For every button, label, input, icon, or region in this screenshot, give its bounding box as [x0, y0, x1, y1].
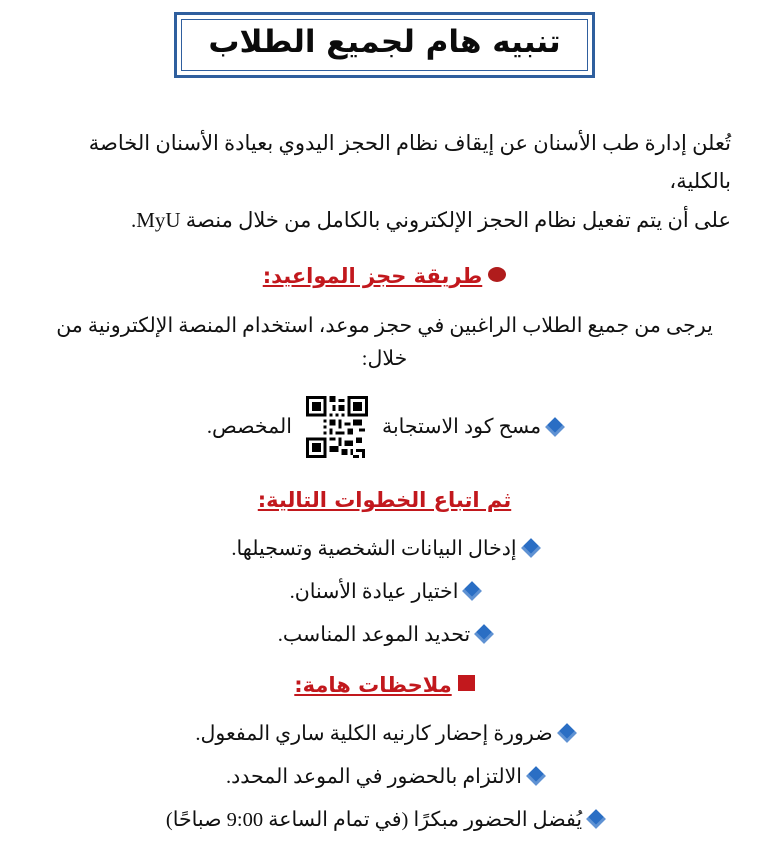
- diamond-bullet-icon: [545, 417, 565, 437]
- intro-line-1: تُعلن إدارة طب الأسنان عن إيقاف نظام الحجز اليدوي بعيادة الأسنان الخاصة بالكلية،: [88, 130, 731, 194]
- booking-intro-text: يرجى من جميع الطلاب الراغبين في حجز موعد، استخدام المنصة الإلكترونية من خلال:: [56, 315, 713, 370]
- section-heading-steps-text: ثم اتباع الخطوات التالية:: [257, 487, 512, 512]
- step-3-text: تحديد الموعد المناسب.: [277, 623, 471, 646]
- intro-line-2: على أن يتم تفعيل نظام الحجز الإلكتروني بالكامل من خلال منصة MyU.: [130, 208, 731, 233]
- step-2-text: اختيار عيادة الأسنان.: [289, 580, 459, 603]
- diamond-bullet-icon: [463, 581, 483, 601]
- page-title: تنبيه هام لجميع الطلاب: [208, 24, 561, 60]
- diamond-bullet-icon: [474, 624, 494, 644]
- note-3-text: يُفضل الحضور مبكرًا (في تمام الساعة 9:00 صباحًا): [165, 808, 583, 831]
- section-heading-notes: [30, 673, 739, 697]
- list-item: [30, 579, 739, 604]
- section-heading-steps: [30, 488, 739, 512]
- section-heading-booking: [30, 264, 739, 288]
- title-banner: [174, 12, 594, 78]
- bottom-spacer: [30, 832, 739, 842]
- section-heading-booking-text: طريقة حجز المواعيد:: [262, 264, 483, 289]
- document-page: [0, 12, 769, 831]
- title-banner-wrap: [30, 12, 739, 78]
- qr-text-after: المخصص.: [206, 416, 292, 439]
- title-banner-inner: [181, 19, 587, 71]
- list-item: [30, 536, 739, 561]
- qr-code-icon: [306, 396, 368, 458]
- square-bullet-icon: [458, 675, 475, 691]
- diamond-bullet-icon: [557, 723, 577, 743]
- diamond-bullet-icon: [586, 809, 606, 829]
- section-heading-notes-text: ملاحظات هامة:: [294, 672, 452, 697]
- list-item: [30, 807, 739, 832]
- step-1-text: إدخال البيانات الشخصية وتسجيلها.: [231, 537, 517, 560]
- intro-paragraph: [38, 124, 731, 241]
- note-1-text: ضرورة إحضار كارنيه الكلية ساري المفعول.: [195, 722, 553, 745]
- list-item: [30, 622, 739, 647]
- qr-instruction-line: [30, 396, 739, 458]
- note-2-text: الالتزام بالحضور في الموعد المحدد.: [225, 765, 523, 788]
- diamond-bullet-icon: [521, 538, 541, 558]
- list-item: [30, 721, 739, 746]
- diamond-bullet-icon: [526, 766, 546, 786]
- list-item: [30, 764, 739, 789]
- qr-text-before: مسح كود الاستجابة: [381, 416, 542, 439]
- circle-bullet-icon: [488, 267, 506, 282]
